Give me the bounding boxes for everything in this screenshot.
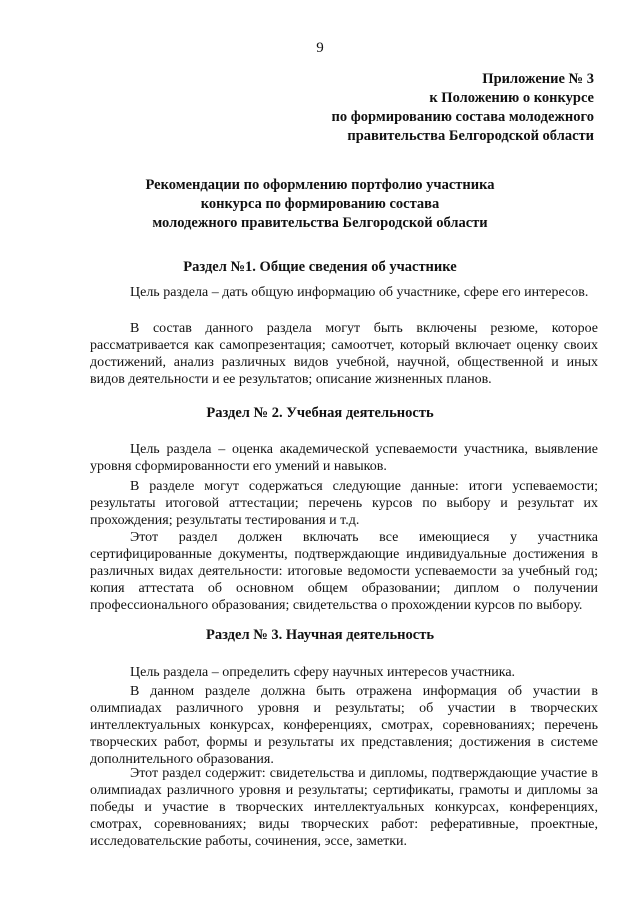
- appendix-header: [332, 70, 595, 146]
- title-line: Рекомендации по оформлению портфолио участника: [145, 177, 495, 193]
- section-3-heading: Раздел № 3. Научная деятельность: [206, 627, 434, 643]
- title-line: конкурса по формированию состава: [200, 196, 440, 212]
- section-1-paragraph: Цель раздела – дать общую информацию об участнике, сфере его интересов.: [130, 285, 589, 300]
- section-3-paragraph: В данном разделе должна быть отражена информация об участии в олимпиадах различного уровня и результаты; об участии в творческих интеллектуальных конкурсах, конференциях, смотрах, соревнованиях; перечень творческих работ, формы и результаты их представления; достижения в системе дополнительного образования.: [90, 684, 598, 767]
- appendix-line: по формированию состава молодежного: [331, 109, 594, 125]
- page-number: 9: [316, 40, 324, 56]
- title-line: молодежного правительства Белгородской области: [152, 215, 488, 231]
- document-title: [0, 176, 640, 233]
- section-3-paragraph: Этот раздел содержит: свидетельства и дипломы, подтверждающие участие в олимпиадах различного уровня и результаты; сертификаты, грамоты и дипломы за победы и участие в творческих интеллектуальных конкурсах, конференциях, смотрах, соревнованиях; виды творческих работ: реферативные, проектные, исследовательские работы, сочинения, эссе, заметки.: [90, 766, 598, 849]
- appendix-line: правительства Белгородской области: [347, 128, 594, 144]
- section-2-paragraph: Этот раздел должен включать все имеющиеся у участника сертифицированные документы, подтверждающие индивидуальные достижения в различных видах деятельности: итоговые ведомости успеваемости за учебный год; копия аттестата об основном общем образовании; диплом о получении профессионального образования; свидетельства о прохождении курсов по выбору.: [90, 530, 598, 613]
- section-2-paragraph: Цель раздела – оценка академической успеваемости участника, выявление уровня сформированности его умений и навыков.: [90, 442, 598, 474]
- section-1-heading: Раздел №1. Общие сведения об участнике: [183, 259, 457, 275]
- section-3-paragraph: Цель раздела – определить сферу научных интересов участника.: [130, 665, 516, 680]
- section-2-heading: Раздел № 2. Учебная деятельность: [206, 405, 434, 421]
- section-1-paragraph: В состав данного раздела могут быть включены резюме, которое рассматривается как самопрезентация; самоотчет, который включает оценку своих достижений, анализ различных видов учебной, научной, общественной и иных видов деятельности и ее результатов; описание жизненных планов.: [90, 321, 598, 387]
- appendix-line: Приложение № 3: [482, 71, 594, 87]
- appendix-line: к Положению о конкурсе: [429, 90, 594, 106]
- section-2-paragraph: В разделе могут содержаться следующие данные: итоги успеваемости; результаты итоговой аттестации; перечень курсов по выбору и результат их прохождения; результаты тестирования и т.д.: [90, 479, 598, 528]
